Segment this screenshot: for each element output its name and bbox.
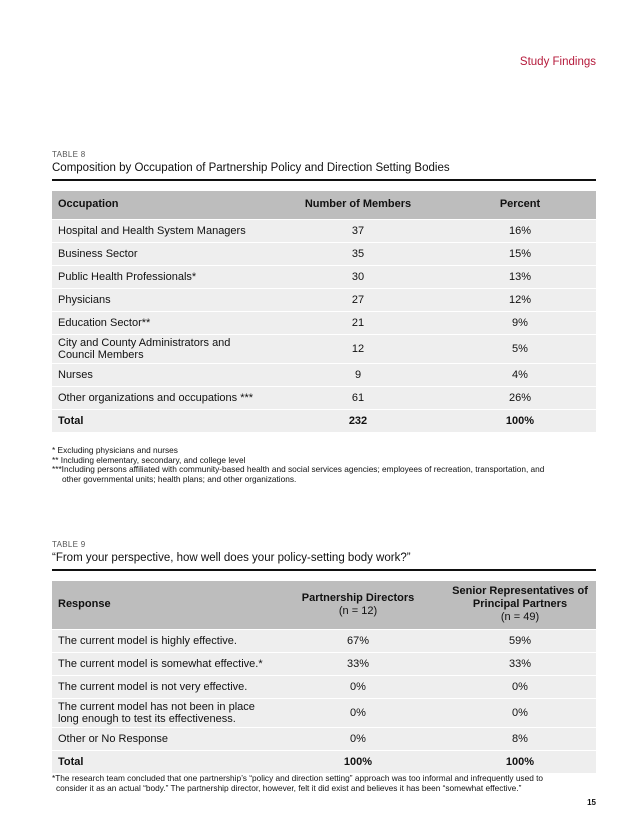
members-cell: 30 [272,265,444,288]
table-row [52,629,596,652]
total-label: Total [52,409,272,432]
percent-cell: 12% [444,288,596,311]
occupation-cell: Other organizations and occupations *** [52,386,272,409]
footnote: ***Including persons affiliated with community-based health and social services agencies; employees of recreation, transportation, and [52,464,545,474]
members-cell: 61 [272,386,444,409]
total-label: Total [52,750,272,773]
occupation-cell: Education Sector** [52,311,272,334]
occupation-cell: Physicians [52,288,272,311]
response-cell: The current model is highly effective. [52,629,272,652]
page-number: 15 [587,798,596,807]
seniors-cell: 33% [444,652,596,675]
table-row [52,334,596,363]
percent-cell: 13% [444,265,596,288]
members-cell: 21 [272,311,444,334]
table-label: TABLE 8 [52,150,86,159]
table-8 [52,150,596,432]
table-caption: “From your perspective, how well does your policy-setting body work?” [52,552,596,571]
directors-cell: 0% [272,675,444,698]
table-total-row [52,750,596,773]
table-header-row [52,191,596,219]
total-members: 232 [272,409,444,432]
occupation-line: Council Members [58,348,144,361]
members-cell: 27 [272,288,444,311]
column-header [272,581,444,629]
total-seniors: 100% [444,750,596,773]
footnote: consider it as an actual “body.” The partnership director, however, felt it did exist and believes it has been “somewhat effective.” [56,782,522,793]
members-cell: 37 [272,219,444,242]
occupation-cell: Nurses [52,363,272,386]
total-directors: 100% [272,750,444,773]
table-total-row [52,409,596,432]
directors-n: (n = 12) [338,604,378,617]
table-row [52,265,596,288]
column-header: Occupation [52,191,272,219]
percent-cell: 16% [444,219,596,242]
occupation-cell [52,334,272,363]
footnote: *The research team concluded that one partnership’s “policy and direction setting” approach was too informal and infrequently used to [52,773,544,783]
members-cell: 12 [272,334,444,363]
table-row [52,652,596,675]
table-row [52,363,596,386]
table-row [52,698,596,727]
directors-header: Partnership Directors [301,591,415,604]
table-row [52,727,596,750]
table-row [52,288,596,311]
response-cell: The current model is not very effective. [52,675,272,698]
response-table [52,581,596,773]
table-row [52,675,596,698]
occupation-cell: Hospital and Health System Managers [52,219,272,242]
directors-cell: 0% [272,727,444,750]
footnote: * Excluding physicians and nurses [52,445,178,455]
table-caption: Composition by Occupation of Partnership Policy and Direction Setting Bodies [52,162,596,181]
seniors-header-line: Senior Representatives of [452,585,588,598]
table-label: TABLE 9 [52,540,86,549]
total-percent: 100% [444,409,596,432]
section-title: Study Findings [519,56,596,68]
column-header: Number of Members [272,191,444,219]
members-cell: 35 [272,242,444,265]
seniors-cell: 8% [444,727,596,750]
footnote: other governmental units; health plans; and other organizations. [62,473,297,484]
table-row [52,242,596,265]
table-row [52,219,596,242]
column-header: Response [52,581,272,629]
directors-cell: 33% [272,652,444,675]
percent-cell: 26% [444,386,596,409]
table-row [52,386,596,409]
directors-cell: 67% [272,629,444,652]
occupation-cell: Business Sector [52,242,272,265]
column-header [444,581,596,629]
response-line: long enough to test its effectiveness. [58,712,236,725]
seniors-cell: 0% [444,698,596,727]
percent-cell: 5% [444,334,596,363]
response-line: The current model has not been in place [58,700,255,713]
response-cell: Other or No Response [52,727,272,750]
response-cell [52,698,272,727]
seniors-header-line: Principal Partners [472,598,568,611]
members-cell: 9 [272,363,444,386]
occupation-cell: Public Health Professionals* [52,265,272,288]
seniors-n: (n = 49) [500,611,540,624]
table-8-notes [52,446,596,484]
table-header-row [52,581,596,629]
response-cell: The current model is somewhat effective.* [52,652,272,675]
seniors-cell: 0% [444,675,596,698]
table-row [52,311,596,334]
column-header: Percent [444,191,596,219]
footnote: ** Including elementary, secondary, and college level [52,454,246,465]
percent-cell: 4% [444,363,596,386]
table-9 [52,540,596,773]
seniors-cell: 59% [444,629,596,652]
percent-cell: 9% [444,311,596,334]
table-9-notes [52,774,596,793]
percent-cell: 15% [444,242,596,265]
directors-cell: 0% [272,698,444,727]
occupation-line: City and County Administrators and [58,336,231,349]
occupation-table [52,191,596,432]
